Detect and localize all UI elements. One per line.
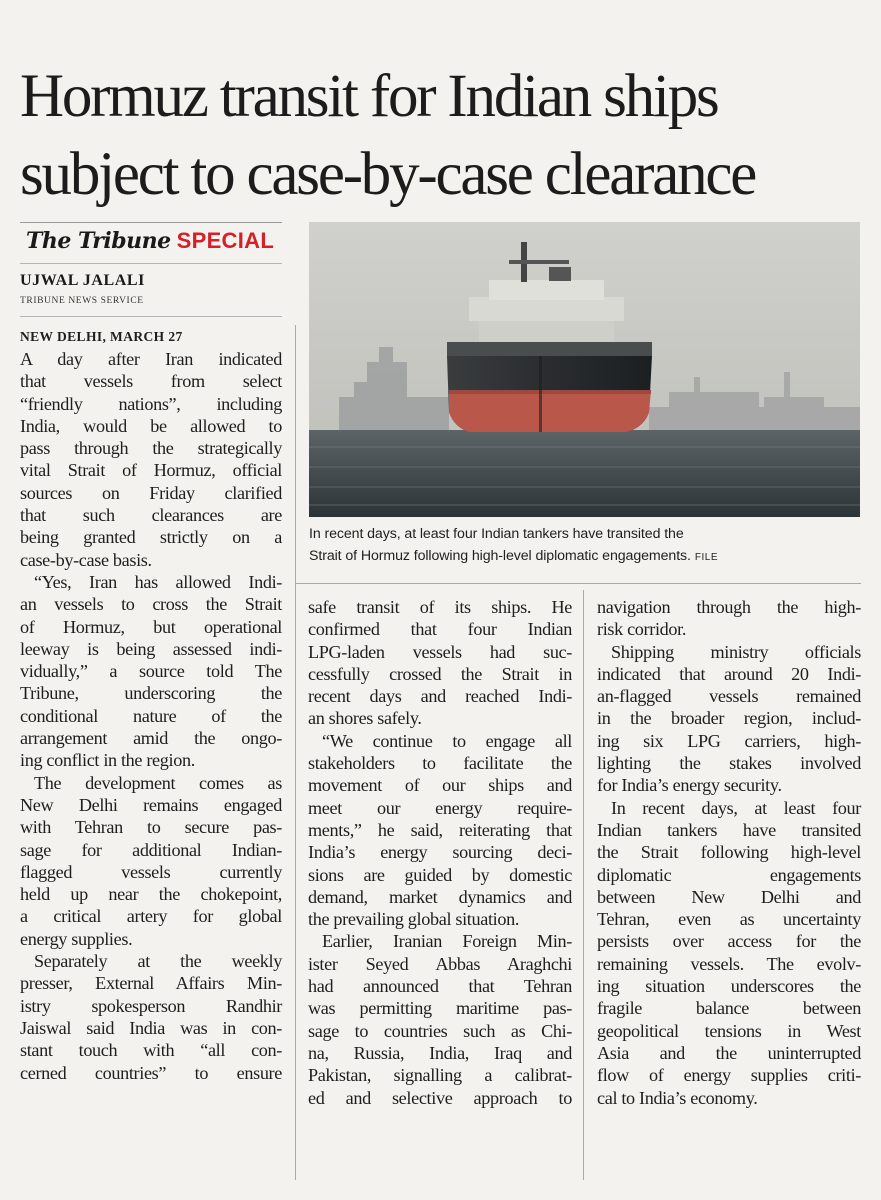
article-line: navigation through the high- bbox=[597, 597, 861, 617]
article-line: Asia and the uninterrupted bbox=[597, 1042, 861, 1063]
article-line: safe transit of its ships. He bbox=[308, 597, 572, 617]
article-line: ing conflict in the region. bbox=[20, 750, 195, 771]
article-column-3 bbox=[597, 596, 861, 1109]
article-line: recent days and reached Indi- bbox=[308, 686, 572, 707]
article-line: that vessels from select bbox=[20, 371, 282, 392]
article-line: New Delhi remains engaged bbox=[20, 794, 282, 815]
article-line: for India’s energy security. bbox=[597, 775, 782, 796]
article-line: “friendly nations”, including bbox=[20, 393, 282, 414]
article-line: the Strait following high-level bbox=[597, 842, 861, 863]
article-line: meet our energy require- bbox=[308, 797, 572, 818]
tanker-photo bbox=[309, 222, 860, 517]
article-column-2 bbox=[308, 596, 572, 1109]
article-line: persists over access for the bbox=[597, 931, 861, 952]
article-line: sources on Friday clarified bbox=[20, 482, 282, 503]
article-line: leeway is being assessed indi- bbox=[20, 638, 282, 659]
article-line: pass through the strategically bbox=[20, 438, 282, 459]
article-line: conditional nature of the bbox=[20, 705, 282, 726]
brand-name: The Tribune bbox=[26, 228, 171, 254]
article-line: The development comes as bbox=[34, 772, 282, 793]
article-line: Tehran, even as uncertainty bbox=[597, 909, 861, 930]
article-line: flagged vessels currently bbox=[20, 861, 282, 882]
article-line: case-by-case basis. bbox=[20, 549, 152, 570]
article-line: arrangement amid the ongo- bbox=[20, 728, 282, 749]
article-line: remaining vessels. The evolv- bbox=[597, 953, 861, 974]
article-line: stakeholders to facilitate the bbox=[308, 753, 572, 774]
article-line: the prevailing global situation. bbox=[308, 909, 520, 930]
article-line: between New Delhi and bbox=[597, 886, 861, 907]
article-line: that such clearances are bbox=[20, 505, 282, 526]
article-line: movement of our ships and bbox=[308, 775, 572, 796]
article-line: Jaiswal said India was in con- bbox=[20, 1017, 282, 1038]
article-line: na, Russia, India, Iraq and bbox=[308, 1042, 572, 1063]
article-line: cessfully crossed the Strait in bbox=[308, 663, 572, 684]
article-line: a critical artery for global bbox=[20, 906, 282, 927]
headline bbox=[20, 58, 870, 214]
article-line: geopolitical tensions in West bbox=[597, 1020, 861, 1041]
article-line: Indian tankers have transited bbox=[597, 819, 861, 840]
article-line: diplomatic engagements bbox=[597, 864, 861, 885]
article-line: India’s energy sourcing deci- bbox=[308, 842, 572, 863]
article-line: being granted strictly on a bbox=[20, 527, 282, 548]
column-divider bbox=[583, 590, 584, 1180]
divider bbox=[20, 222, 282, 223]
article-line: sage for additional Indian- bbox=[20, 839, 282, 860]
headline-line-1: Hormuz transit for Indian ships bbox=[20, 63, 718, 130]
caption-line-1: In recent days, at least four Indian tankers have transited the bbox=[309, 526, 684, 542]
article-line: confirmed that four Indian bbox=[308, 619, 572, 640]
special-label: SPECIAL bbox=[176, 228, 275, 253]
article-line: an shores safely. bbox=[308, 708, 422, 729]
article-line: cal to India’s economy. bbox=[597, 1087, 758, 1108]
article-line: was permitting maritime pas- bbox=[308, 998, 572, 1019]
article-line: A day after Iran indicated bbox=[20, 349, 282, 369]
article-line: ing situation underscores the bbox=[597, 976, 861, 997]
article-line: “We continue to engage all bbox=[322, 730, 572, 751]
article-line: held up near the chokepoint, bbox=[20, 884, 282, 905]
article-line: of Hormuz, but operational bbox=[20, 616, 282, 637]
article-line: LPG-laden vessels had suc- bbox=[308, 641, 572, 662]
article-line: Tribune, underscoring the bbox=[20, 683, 282, 704]
article-line: Pakistan, signalling a calibrat- bbox=[308, 1065, 572, 1086]
article-line: vidually,” a source told The bbox=[20, 661, 282, 682]
author-name: UJWAL JALALI bbox=[20, 272, 146, 289]
article-line: in the broader region, includ- bbox=[597, 708, 861, 729]
article-line: ed and selective approach to bbox=[308, 1087, 572, 1108]
article-line: ments,” he said, reiterating that bbox=[308, 819, 572, 840]
article-line: cerned countries” to ensure bbox=[20, 1062, 282, 1083]
photo-caption bbox=[309, 523, 861, 569]
article-line: istry spokesperson Randhir bbox=[20, 995, 282, 1016]
article-line: fragile balance between bbox=[597, 998, 861, 1019]
article-line: indicated that around 20 Indi- bbox=[597, 663, 861, 684]
article-line: ing six LPG carriers, high- bbox=[597, 730, 861, 751]
article-line: In recent days, at least four bbox=[611, 797, 861, 818]
news-service: TRIBUNE NEWS SERVICE bbox=[20, 296, 144, 306]
article-line: ister Seyed Abbas Araghchi bbox=[308, 953, 572, 974]
article-line: with Tehran to secure pas- bbox=[20, 817, 282, 838]
article-line: Separately at the weekly bbox=[34, 951, 282, 972]
article-line: India, would be allowed to bbox=[20, 415, 282, 436]
headline-line-2: subject to case-by-case clearance bbox=[20, 141, 756, 208]
column-divider bbox=[295, 325, 296, 1180]
article-line: lighting the stakes involved bbox=[597, 753, 861, 774]
article-line: “Yes, Iran has allowed Indi- bbox=[34, 571, 282, 592]
article-line: Shipping ministry officials bbox=[611, 641, 861, 662]
article-line: sions are guided by domestic bbox=[308, 864, 572, 885]
article-line: an vessels to cross the Strait bbox=[20, 594, 282, 615]
article-line: had announced that Tehran bbox=[308, 976, 572, 997]
tanker-illustration bbox=[309, 222, 860, 517]
caption-line-2: Strait of Hormuz following high-level diplomatic engagements. bbox=[309, 548, 691, 564]
article-line: stant touch with “all con- bbox=[20, 1040, 282, 1061]
column-divider-horizontal bbox=[296, 583, 861, 584]
article-column-1 bbox=[20, 326, 282, 1084]
article-line: presser, External Affairs Min- bbox=[20, 973, 282, 994]
brand-tag bbox=[26, 228, 274, 260]
photo-credit: FILE bbox=[694, 552, 719, 563]
article-line: demand, market dynamics and bbox=[308, 886, 572, 907]
article-line: risk corridor. bbox=[597, 619, 687, 640]
dateline: NEW DELHI, MARCH 27 bbox=[20, 329, 183, 344]
divider bbox=[20, 316, 282, 317]
article-line: sage to countries such as Chi- bbox=[308, 1020, 572, 1041]
divider bbox=[20, 263, 282, 264]
article-line: energy supplies. bbox=[20, 928, 133, 949]
article-line: vital Strait of Hormuz, official bbox=[20, 460, 282, 481]
article-line: an-flagged vessels remained bbox=[597, 686, 861, 707]
article-line: flow of energy supplies criti- bbox=[597, 1065, 861, 1086]
article-line: Earlier, Iranian Foreign Min- bbox=[322, 931, 572, 952]
